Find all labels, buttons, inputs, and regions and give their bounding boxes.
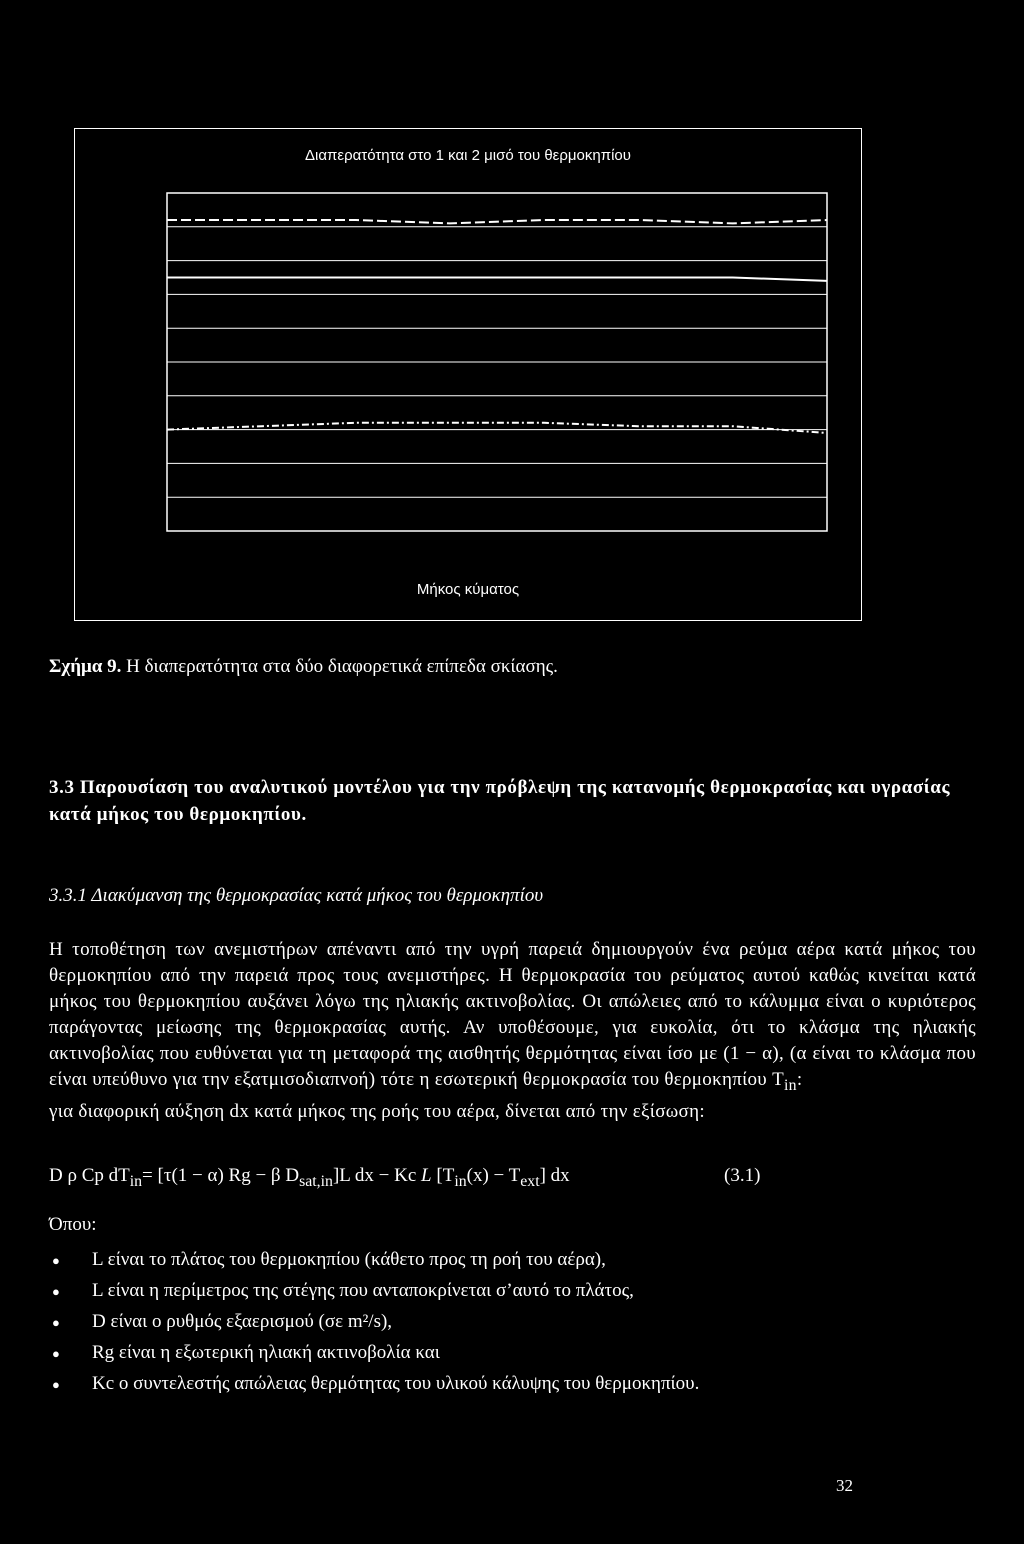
subsection-heading: 3.3.1 Διακύμανση της θερμοκρασίας κατά μήκος του θερμοκηπίου [49,885,544,906]
where-label: Όπου: [49,1214,97,1235]
eq-sub: sat,in [299,1172,333,1190]
caption-text: Η διαπερατότητα στα δύο διαφορετικά επίπεδα σκίασης. [121,656,558,677]
paragraph-last-line: για διαφορική αύξηση dx κατά μήκος της ροής του αέρα, δίνεται από την εξίσωση: [49,1100,705,1122]
series-line [167,220,827,223]
eq-part: [T [431,1165,455,1186]
page-number: 32 [836,1476,853,1495]
eq-sub: in [129,1172,143,1190]
list-item: ● L είναι το πλάτος του θερμοκηπίου (κάθετο προς τη ροή του αέρα), [49,1247,699,1278]
figure-caption [49,656,558,678]
eq-sub: in [454,1172,467,1190]
figure-label: Σχήμα 9. [49,656,122,677]
plot-area [75,129,861,620]
tin-symbol: T [772,1069,784,1090]
tin-colon: : [796,1069,803,1090]
chart-title: Διαπερατότητα στο 1 και 2 μισό του θερμοκηπίου [305,147,631,164]
eq-perimeter-symbol: L [421,1165,432,1186]
list-item: ● D είναι ο ρυθμός εξαερισμού (σε m²/s), [49,1309,699,1340]
list-item: ● L είναι η περίμετρος της στέγης που ανταποκρίνεται σ’αυτό το πλάτος, [49,1278,699,1309]
body-paragraph [49,937,976,1125]
eq-part: ] dx [539,1165,570,1186]
eq-part: ]L dx − Kc [332,1165,422,1186]
definition-list [49,1247,699,1402]
eq-part: D ρ Cp dT [49,1165,130,1186]
chart-xlabel: Μήκος κύματος [416,581,520,598]
series-line [167,423,827,433]
eq-sub: ext [520,1172,540,1190]
figure-chart [74,128,862,621]
series-line [167,278,827,281]
equation-3-1 [49,1165,976,1191]
eq-part: (x) − T [466,1165,521,1186]
list-item: ● Kc ο συντελεστής απώλειας θερμότητας του υλικού κάλυψης του θερμοκηπίου. [49,1371,699,1402]
list-item: ● Rg είναι η εξωτερική ηλιακή ακτινοβολία και [49,1340,699,1371]
section-heading: 3.3 Παρουσίαση του αναλυτικού μοντέλου για την πρόβλεψη της κατανομής θερμοκρασίας και υγρασίας κατά μήκος του θερμοκηπίου. [49,777,951,825]
eq-part: = [τ(1 − α) Rg − β D [142,1165,300,1186]
tin-subscript: in [783,1076,797,1094]
equation-number: (3.1) [724,1165,761,1186]
paragraph-text: Η τοποθέτηση των ανεμιστήρων απέναντι από την υγρή παρειά δημιουργούν ένα ρεύμα αέρα κατά μήκος του θερμοκηπίου από την παρειά προς τους ανεμιστήρες. Η θερμοκρασία του ρεύματος αυτού καθώς κινείται κατά μήκος του θερμοκηπίου αυξάνει λόγω της ηλιακής ακτινοβολίας. Οι απώλειες από το κάλυμμα είναι ο κυριότερος παράγοντας μείωσης της θερμοκρασίας αυτής. Αν υποθέσουμε, για ευκολία, ότι το κλάσμα της ηλιακής ακτινοβολίας που ευθύνεται για τη μεταφορά της αισθητής θερμότητας είναι ίσο με (1 − α), (α είναι το κλάσμα που είναι υπεύθυνο για την εξατμισοδιαπνοή) τότε η εσωτερική θερμοκρασία του θερμοκηπίου [49,939,976,1090]
